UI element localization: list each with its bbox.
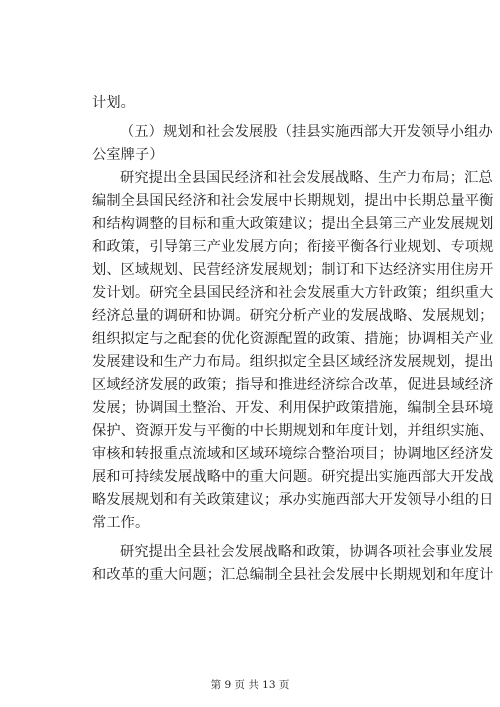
paragraph-line: 和政策，引导第三产业发展方向；衔接平衡各行业规划、专项规 [92, 239, 494, 255]
paragraph-line: 略发展规划和有关政策建议；承办实施西部大开发领导小组的日 [92, 492, 494, 508]
paragraph-line: 经济总量的调研和协调。研究分析产业的发展战略、发展规划； [92, 308, 494, 324]
paragraph-line: 编制全县国民经济和社会发展中长期规划，提出中长期总量平衡 [92, 193, 494, 209]
section-heading: （五）规划和社会发展股（挂县实施西部大开发领导小组办 [120, 124, 493, 140]
paragraph-line: 和改革的重大问题；汇总编制全县社会发展中长期规划和年度计 [92, 567, 494, 583]
paragraph-line: 展和可持续发展战略中的重大问题。研究提出实施西部大开发战 [92, 469, 494, 485]
paragraph-line: 常工作。 [92, 515, 150, 531]
paragraph-line: 组织拟定与之配套的优化资源配置的政策、措施；协调相关产业 [92, 331, 494, 347]
section-heading-continued: 公室牌子） [92, 147, 164, 163]
paragraph-line: 研究提出全县社会发展战略和政策，协调各项社会事业发展 [120, 544, 493, 560]
paragraph-line: 和结构调整的目标和重大政策建议；提出全县第三产业发展规划 [92, 216, 494, 232]
paragraph-line: 发展；协调国土整治、开发、利用保护政策措施，编制全县环境 [92, 400, 494, 416]
paragraph-line: 研究提出全县国民经济和社会发展战略、生产力布局；汇总 [120, 170, 493, 186]
paragraph-line: 发计划。研究全县国民经济和社会发展重大方针政策；组织重大 [92, 285, 494, 301]
paragraph-line: 区域经济发展的政策；指导和推进经济综合改革，促进县域经济 [92, 377, 494, 393]
paragraph-line: 发展建设和生产力布局。组织拟定全县区域经济发展规划，提出 [92, 354, 494, 370]
page-number-footer: 第 9 页 共 13 页 [210, 679, 290, 691]
paragraph-line: 审核和转报重点流域和区域环境综合整治项目；协调地区经济发 [92, 446, 494, 462]
paragraph-line: 划、区域规划、民营经济发展规划；制订和下达经济实用住房开 [92, 262, 494, 278]
text-line: 计划。 [92, 95, 136, 111]
paragraph-line: 保护、资源开发与平衡的中长期规划和年度计划，并组织实施、 [92, 423, 494, 439]
